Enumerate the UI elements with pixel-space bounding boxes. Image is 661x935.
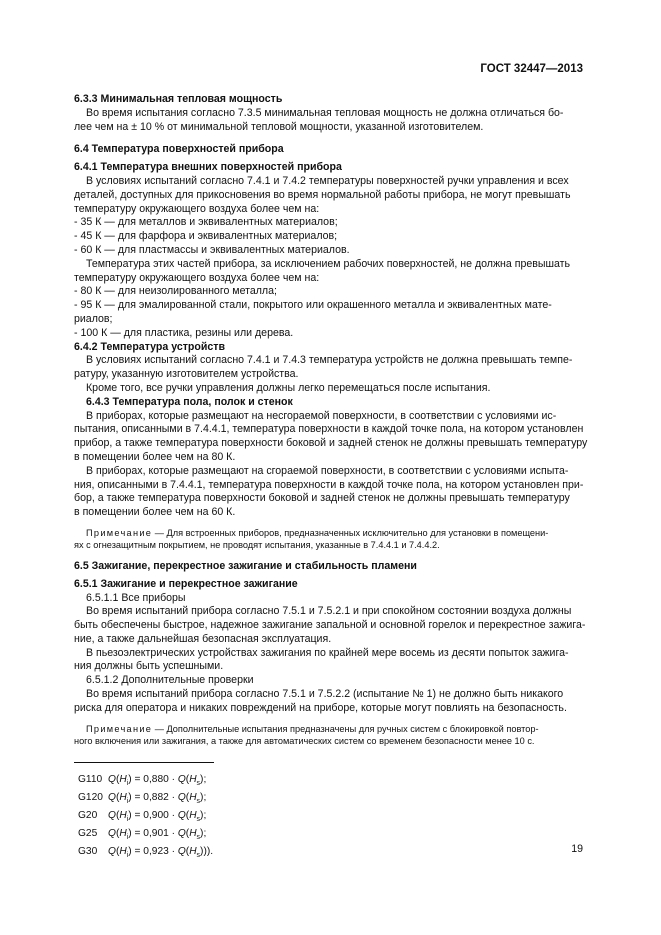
gas-group: G120 [78, 792, 103, 804]
note-label: Примечание [86, 723, 153, 734]
note [74, 723, 584, 748]
footnote-formula: G120 $Q(H_i) = 0,882 \cdot Q(H_s)$; [78, 792, 207, 806]
paragraph-line: бор, а также температура поверхности боковой и задней стенок не должны превышать температуру [74, 492, 570, 505]
footnote-block [78, 773, 213, 863]
section-heading: 6.5 Зажигание, перекрестное зажигание и стабильность пламени [74, 559, 417, 572]
coefficient: 0,900 [143, 810, 169, 822]
paragraph-line: В условиях испытаний согласно 7.4.1 и 7.4.2 температуры поверхностей ручки управления и всех [86, 174, 569, 187]
section-heading: 6.3.3 Минимальная тепловая мощность [74, 93, 283, 105]
section-heading: 6.4.1 Температура внешних поверхностей прибора [74, 161, 342, 174]
formula-end: ; [203, 792, 207, 804]
paragraph-line: риалов; [74, 312, 113, 325]
note-text: — Для встроенных приборов, предназначенных исключительно для установки в помещени- [152, 527, 549, 538]
gas-group: G110 [78, 774, 103, 785]
note-text: ного включения или зажигания, а также для автоматических систем со временем безопасности менее 10 с. [74, 736, 535, 747]
paragraph-line: В приборах, которые размещают на сгораемой поверхности, в соответствии с условиями испыта- [86, 464, 569, 477]
paragraph-line: Во время испытаний прибора согласно 7.5.1 и 7.5.2.1 и при спокойном состоянии воздуха должны [86, 605, 572, 618]
coefficient: 0,923 [143, 846, 169, 858]
paragraph-line: быть обеспечены быстрое, надежное зажигание запальной и основной горелок и перекрестное зажига- [74, 619, 586, 632]
note-text: — Дополнительные испытания предназначены для ручных систем с блокировкой повтор- [152, 723, 539, 734]
paragraph-line: Во время испытания согласно 7.3.5 минимальная тепловая мощность не должна отличаться бо- [86, 106, 564, 119]
note-text: ях с огнезащитным покрытием, не проводят испытания, указанные в 7.4.4.1 и 7.4.4.2. [74, 540, 440, 551]
formula-end: )). [203, 846, 214, 858]
gas-group: G25 [78, 828, 98, 840]
note-label: Примечание [86, 527, 153, 538]
paragraph-line: в помещении более чем на 80 К. [74, 450, 236, 463]
gas-group: G20 [78, 810, 98, 822]
page-number: 19 [571, 843, 583, 855]
paragraph-line: В пьезоэлектрических устройствах зажигания по крайней мере восемь из десяти попыток зажига- [86, 646, 569, 659]
paragraph-line: температуру окружающего воздуха более чем на: [74, 271, 320, 284]
coefficient: 0,882 [143, 792, 169, 804]
paragraph-line: - 100 К — для пластика, резины или дерева. [74, 326, 294, 339]
paragraph-line: 6.5.1.2 Дополнительные проверки [86, 674, 254, 687]
paragraph-line: риска для оператора и никаких повреждений на приборе, которые могут повлиять на безопасность. [74, 701, 567, 714]
paragraph-line: температуру окружающего воздуха более чем на: [74, 202, 320, 215]
formula-end: ; [203, 828, 207, 840]
footnote-formula: G20 $Q(H_i) = 0,900 \cdot Q(H_s)$; [78, 810, 207, 824]
note [74, 527, 584, 552]
gas-group: G30 [78, 846, 98, 858]
section-heading: 6.5.1 Зажигание и перекрестное зажигание [74, 577, 298, 590]
paragraph-line: Во время испытаний прибора согласно 7.5.1 и 7.5.2.2 (испытание № 1) не должно быть никакого [86, 688, 564, 701]
paragraph-line: ние, а также дальнейшая безопасная эксплуатация. [74, 632, 332, 645]
paragraph-line: в помещении более чем на 60 К. [74, 506, 236, 519]
paragraph-line: В приборах, которые размещают на несгораемой поверхности, в соответствии с условиями ис- [86, 409, 557, 422]
footnote-formula: G30 $Q(H_i) = 0,923 \cdot Q(H_s)$)). [78, 846, 214, 860]
paragraph-line: ния, описанными в 7.4.4.1, температура поверхности в каждой точке пола, на котором установлен при- [74, 478, 584, 491]
paragraph-line: - 35 К — для металлов и эквивалентных материалов; [74, 216, 338, 229]
paragraph-line: пытания, описанными в 7.4.4.1, температура поверхности в каждой точке пола, на котором установлен [74, 423, 584, 436]
footnote-formula: G110 $Q(H_i) = 0,880 \cdot Q(H_s)$; [78, 774, 207, 788]
section-heading: 6.4 Температура поверхностей прибора [74, 143, 284, 156]
formula-end: ; [203, 774, 207, 785]
section-heading: 6.4.3 Температура пола, полок и стенок [86, 395, 293, 408]
paragraph-line: - 60 К — для пластмассы и эквивалентных материалов. [74, 243, 350, 256]
paragraph-line: деталей, доступных для прикосновения во время нормальной работы прибора, не могут превышать [74, 188, 571, 201]
paragraph-line: - 45 К — для фарфора и эквивалентных материалов; [74, 230, 338, 243]
footnote-formula: G25 $Q(H_i) = 0,901 \cdot Q(H_s)$; [78, 828, 207, 842]
paragraph-line: Кроме того, все ручки управления должны легко перемещаться после испытания. [86, 381, 491, 394]
paragraph-line: - 95 К — для эмалированной стали, покрытого или окрашенного металла и эквивалентных мате- [74, 299, 552, 312]
coefficient: 0,880 [143, 774, 169, 785]
document-id-header: ГОСТ 32447—2013 [480, 63, 583, 75]
paragraph-line: 6.5.1.1 Все приборы [86, 591, 186, 604]
paragraph-line: В условиях испытаний согласно 7.4.1 и 7.4.3 температура устройств не должна превышать темпе- [86, 354, 573, 367]
section-heading: 6.4.2 Температура устройств [74, 340, 225, 353]
paragraph-line: ратуру, указанную изготовителем устройства. [74, 368, 299, 381]
paragraph-line: ния должны быть успешными. [74, 660, 224, 673]
formula-end: ; [203, 810, 207, 822]
document-body [74, 93, 588, 748]
paragraph-line: - 80 К — для неизолированного металла; [74, 285, 277, 298]
paragraph-line: лее чем на ± 10 % от минимальной тепловой мощности, указанной изготовителем. [74, 120, 484, 133]
coefficient: 0,901 [143, 828, 169, 840]
paragraph-line: Температура этих частей прибора, за исключением рабочих поверхностей, не должна превышать [86, 257, 571, 270]
footnote-divider [74, 762, 214, 763]
paragraph-line: прибор, а также температура поверхности боковой и задней стенок не должны превышать температуру [74, 437, 588, 450]
